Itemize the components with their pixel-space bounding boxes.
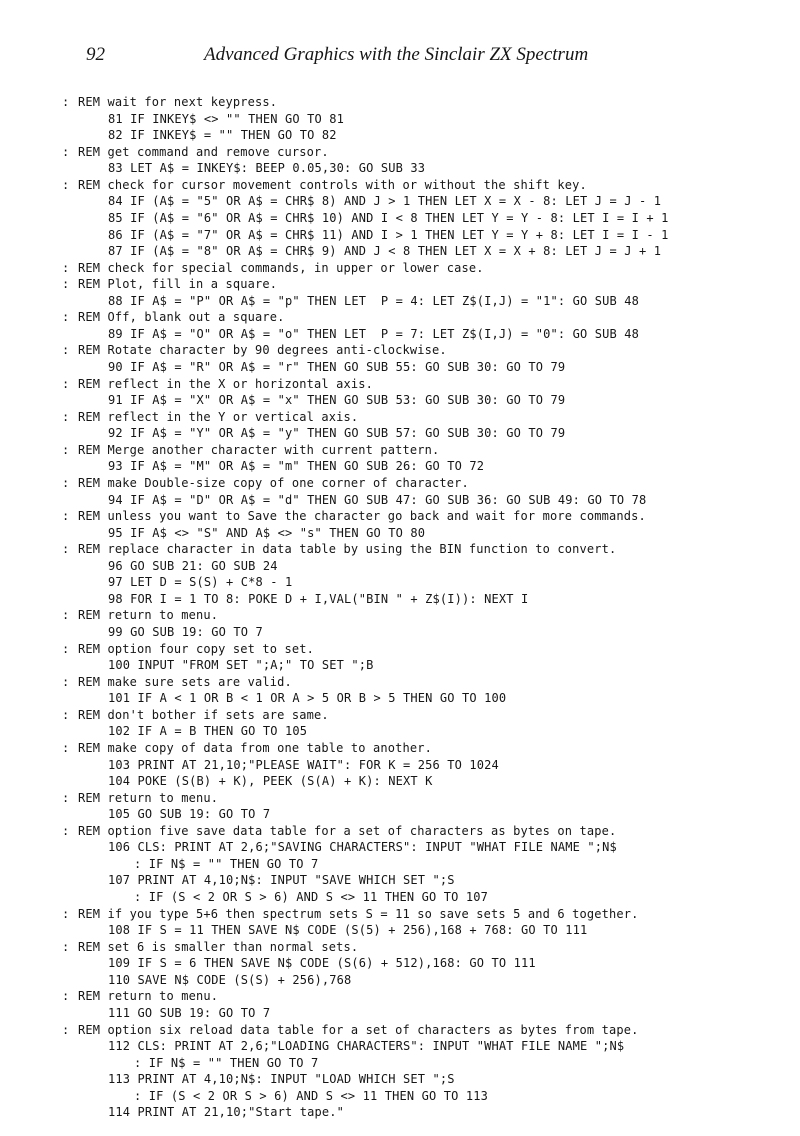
code-line [62, 243, 782, 260]
line-text: 91 IF A$ = "X" OR A$ = "x" THEN GO SUB 53: GO SUB 30: GO TO 79 [108, 393, 566, 408]
line-text: REM option six reload data table for a set of characters as bytes from tape. [78, 1022, 639, 1037]
rem-line [62, 376, 782, 393]
rem-line [62, 475, 782, 492]
colon-marker: : [62, 707, 70, 722]
line-text: 94 IF A$ = "D" OR A$ = "d" THEN GO SUB 47: GO SUB 36: GO SUB 49: GO TO 78 [108, 492, 647, 507]
line-text: REM return to menu. [78, 790, 219, 805]
line-text: 93 IF A$ = "M" OR A$ = "m" THEN GO SUB 26: GO TO 72 [108, 459, 485, 474]
rem-line [62, 641, 782, 658]
code-line [62, 525, 782, 542]
code-line [62, 210, 782, 227]
colon-marker: : [62, 376, 70, 391]
line-text: 81 IF INKEY$ <> "" THEN GO TO 81 [108, 111, 344, 126]
rem-line [62, 276, 782, 293]
colon-marker: : [62, 989, 70, 1004]
code-line [62, 1038, 782, 1055]
code-line [62, 359, 782, 376]
line-text: 114 PRINT AT 21,10;"Start tape." [108, 1105, 344, 1120]
line-text: : IF N$ = "" THEN GO TO 7 [134, 856, 319, 871]
line-text: 105 GO SUB 19: GO TO 7 [108, 807, 271, 822]
code-line [62, 773, 782, 790]
code-line [62, 425, 782, 442]
code-line [62, 723, 782, 740]
code-line [62, 574, 782, 591]
code-line [62, 392, 782, 409]
line-text: REM Merge another character with current pattern. [78, 442, 440, 457]
colon-marker: : [62, 277, 70, 292]
colon-marker: : [62, 177, 70, 192]
line-text: 107 PRINT AT 4,10;N$: INPUT "SAVE WHICH SET ";S [108, 873, 455, 888]
colon-marker: : [62, 95, 70, 109]
code-line [62, 839, 782, 856]
rem-line [62, 94, 782, 111]
line-text: REM set 6 is smaller than normal sets. [78, 939, 359, 954]
colon-marker: : [62, 310, 70, 325]
line-text: REM option five save data table for a set of characters as bytes on tape. [78, 823, 617, 838]
basic-program-listing [62, 94, 782, 1121]
line-text: REM return to menu. [78, 989, 219, 1004]
code-line [62, 922, 782, 939]
code-line [62, 1088, 782, 1105]
line-text: REM return to menu. [78, 608, 219, 623]
code-line [62, 972, 782, 989]
colon-marker: : [62, 608, 70, 623]
rem-line [62, 177, 782, 194]
colon-marker: : [62, 906, 70, 921]
line-text: 102 IF A = B THEN GO TO 105 [108, 724, 308, 739]
code-line [62, 458, 782, 475]
code-line [62, 1071, 782, 1088]
code-line [62, 757, 782, 774]
page-number: 92 [86, 44, 105, 65]
rem-line [62, 823, 782, 840]
line-text: 84 IF (A$ = "5" OR A$ = CHR$ 8) AND J > 1 THEN LET X = X - 8: LET J = J - 1 [108, 194, 662, 209]
line-text: REM Rotate character by 90 degrees anti-clockwise. [78, 343, 447, 358]
line-text: 92 IF A$ = "Y" OR A$ = "y" THEN GO SUB 57: GO SUB 30: GO TO 79 [108, 426, 566, 441]
colon-marker: : [62, 542, 70, 557]
rem-line [62, 508, 782, 525]
code-line [62, 889, 782, 906]
line-text: 108 IF S = 11 THEN SAVE N$ CODE (S(5) + 256),168 + 768: GO TO 111 [108, 923, 588, 938]
line-text: 101 IF A < 1 OR B < 1 OR A > 5 OR B > 5 THEN GO TO 100 [108, 691, 507, 706]
line-text: 98 FOR I = 1 TO 8: POKE D + I,VAL("BIN " + Z$(I)): NEXT I [108, 591, 529, 606]
code-line [62, 872, 782, 889]
line-text: 97 LET D = S(S) + C*8 - 1 [108, 575, 293, 590]
rem-line [62, 939, 782, 956]
line-text: REM wait for next keypress. [78, 95, 278, 109]
colon-marker: : [62, 409, 70, 424]
code-line [62, 1005, 782, 1022]
rem-line [62, 409, 782, 426]
line-text: REM check for cursor movement controls with or without the shift key. [78, 177, 587, 192]
code-line [62, 111, 782, 128]
code-line [62, 1055, 782, 1072]
code-line [62, 624, 782, 641]
code-line [62, 591, 782, 608]
book-title: Advanced Graphics with the Sinclair ZX Spectrum [204, 44, 589, 65]
code-line [62, 227, 782, 244]
rem-line [62, 607, 782, 624]
line-text: 89 IF A$ = "O" OR A$ = "o" THEN LET P = 7: LET Z$(I,J) = "0": GO SUB 48 [108, 326, 639, 341]
rem-line [62, 740, 782, 757]
line-text: REM don't bother if sets are same. [78, 707, 329, 722]
line-text: 83 LET A$ = INKEY$: BEEP 0.05,30: GO SUB 33 [108, 161, 426, 176]
line-text: 82 IF INKEY$ = "" THEN GO TO 82 [108, 128, 337, 143]
line-text: REM reflect in the X or horizontal axis. [78, 376, 373, 391]
line-text: 86 IF (A$ = "7" OR A$ = CHR$ 11) AND I > 1 THEN LET Y = Y + 8: LET I = I - 1 [108, 227, 669, 242]
line-text: REM replace character in data table by using the BIN function to convert. [78, 542, 617, 557]
code-line [62, 955, 782, 972]
line-text: 104 POKE (S(B) + K), PEEK (S(A) + K): NEXT K [108, 774, 433, 789]
line-text: 99 GO SUB 19: GO TO 7 [108, 625, 263, 639]
line-text: 95 IF A$ <> "S" AND A$ <> "s" THEN GO TO 80 [108, 525, 426, 540]
line-text: REM make copy of data from one table to another. [78, 740, 432, 755]
code-line [62, 293, 782, 310]
rem-line [62, 144, 782, 161]
code-line [62, 690, 782, 707]
colon-marker: : [62, 939, 70, 954]
rem-line [62, 906, 782, 923]
rem-line [62, 342, 782, 359]
code-line [62, 160, 782, 177]
colon-marker: : [62, 475, 70, 490]
line-text: 87 IF (A$ = "8" OR A$ = CHR$ 9) AND J < 8 THEN LET X = X + 8: LET J = J + 1 [108, 244, 662, 259]
line-text: REM reflect in the Y or vertical axis. [78, 409, 359, 424]
line-text: 111 GO SUB 19: GO TO 7 [108, 1005, 271, 1020]
line-text: 106 CLS: PRINT AT 2,6;"SAVING CHARACTERS": INPUT "WHAT FILE NAME ";N$ [108, 840, 617, 855]
line-text: 90 IF A$ = "R" OR A$ = "r" THEN GO SUB 55: GO SUB 30: GO TO 79 [108, 360, 566, 374]
line-text: : IF N$ = "" THEN GO TO 7 [134, 1055, 319, 1070]
rem-line [62, 1022, 782, 1039]
code-line [62, 127, 782, 144]
code-line [62, 856, 782, 873]
colon-marker: : [62, 260, 70, 275]
rem-line [62, 707, 782, 724]
colon-marker: : [62, 740, 70, 755]
line-text: REM option four copy set to set. [78, 641, 314, 656]
line-text: 85 IF (A$ = "6" OR A$ = CHR$ 10) AND I < 8 THEN LET Y = Y - 8: LET I = I + 1 [108, 210, 669, 225]
rem-line [62, 988, 782, 1005]
rem-line [62, 309, 782, 326]
code-line [62, 326, 782, 343]
line-text: REM make sure sets are valid. [78, 674, 292, 689]
colon-marker: : [62, 641, 70, 656]
line-text: : IF (S < 2 OR S > 6) AND S <> 11 THEN GO TO 107 [134, 890, 488, 904]
code-line [62, 193, 782, 210]
rem-line [62, 790, 782, 807]
line-text: 112 CLS: PRINT AT 2,6;"LOADING CHARACTERS": INPUT "WHAT FILE NAME ";N$ [108, 1039, 625, 1054]
colon-marker: : [62, 1022, 70, 1037]
line-text: REM make Double-size copy of one corner of character. [78, 475, 469, 490]
rem-line [62, 674, 782, 691]
line-text: REM Plot, fill in a square. [78, 277, 278, 292]
colon-marker: : [62, 823, 70, 838]
line-text: 110 SAVE N$ CODE (S(S) + 256),768 [108, 972, 352, 987]
line-text: REM if you type 5+6 then spectrum sets S = 11 so save sets 5 and 6 together. [78, 906, 639, 921]
code-line [62, 1104, 782, 1121]
code-line [62, 558, 782, 575]
line-text: 100 INPUT "FROM SET ";A;" TO SET ";B [108, 658, 374, 673]
rem-line [62, 442, 782, 459]
colon-marker: : [62, 343, 70, 358]
line-text: REM unless you want to Save the character go back and wait for more commands. [78, 509, 646, 524]
colon-marker: : [62, 674, 70, 689]
line-text: 103 PRINT AT 21,10;"PLEASE WAIT": FOR K = 256 TO 1024 [108, 757, 499, 772]
code-line [62, 657, 782, 674]
rem-line [62, 260, 782, 277]
rem-line [62, 541, 782, 558]
code-line [62, 492, 782, 509]
line-text: 109 IF S = 6 THEN SAVE N$ CODE (S(6) + 512),168: GO TO 111 [108, 956, 536, 971]
code-line [62, 806, 782, 823]
line-text: REM get command and remove cursor. [78, 144, 329, 159]
colon-marker: : [62, 144, 70, 159]
page-header [86, 44, 746, 70]
colon-marker: : [62, 442, 70, 457]
line-text: REM check for special commands, in upper or lower case. [78, 260, 484, 275]
line-text: 96 GO SUB 21: GO SUB 24 [108, 558, 278, 573]
line-text: 113 PRINT AT 4,10;N$: INPUT "LOAD WHICH SET ";S [108, 1072, 455, 1087]
colon-marker: : [62, 509, 70, 524]
line-text: 88 IF A$ = "P" OR A$ = "p" THEN LET P = 4: LET Z$(I,J) = "1": GO SUB 48 [108, 293, 639, 308]
line-text: REM Off, blank out a square. [78, 310, 285, 325]
colon-marker: : [62, 790, 70, 805]
line-text: : IF (S < 2 OR S > 6) AND S <> 11 THEN GO TO 113 [134, 1088, 488, 1103]
